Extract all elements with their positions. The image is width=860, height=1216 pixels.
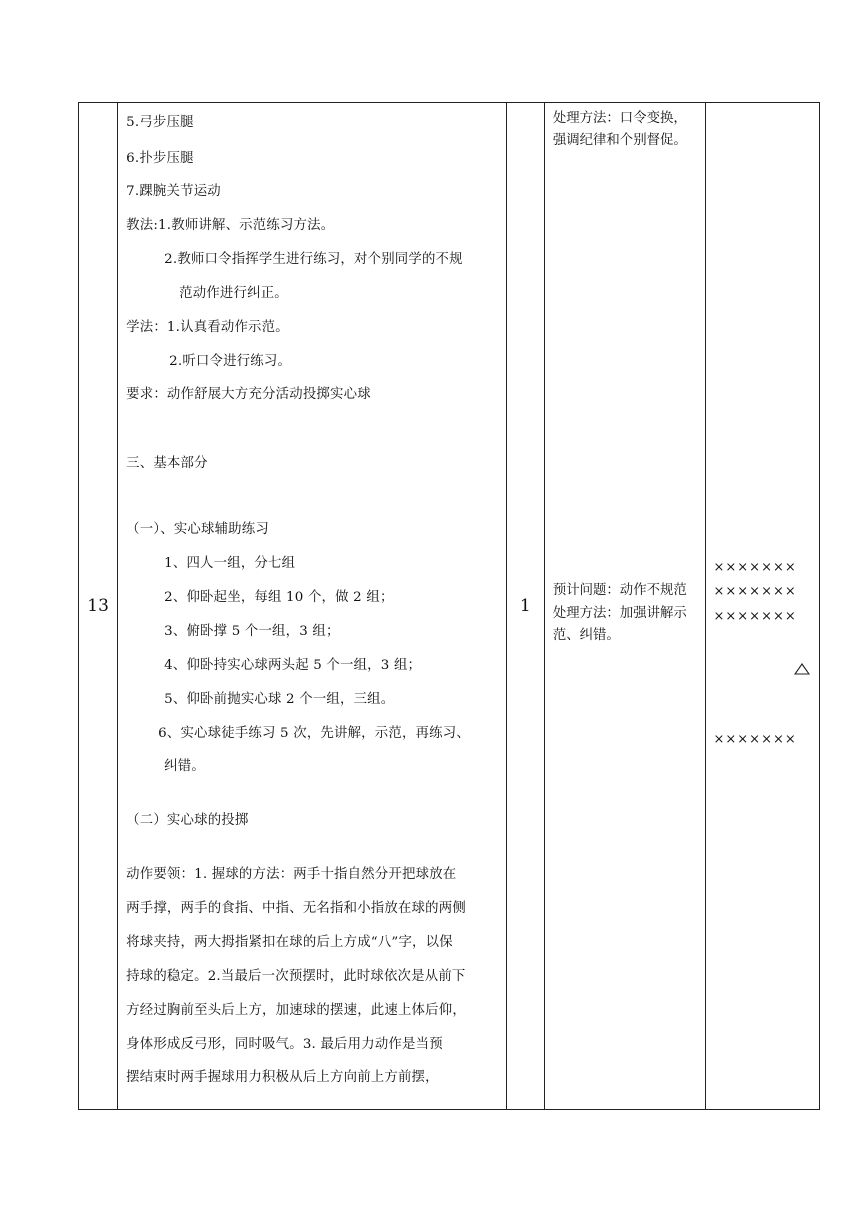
content-line: 持球的稳定。2.当最后一次预摆时，此时球依次是从前下 xyxy=(126,969,466,984)
content-line: 6.扑步压腿 xyxy=(126,151,194,166)
content-line: 4、仰卧持实心球两头起 5 个一组，3 组； xyxy=(164,658,422,673)
triangle-icon xyxy=(794,663,810,675)
content-line: 5.弓步压腿 xyxy=(126,115,194,130)
content-line: 动作要领：1. 握球的方法：两手十指自然分开把球放在 xyxy=(126,867,457,882)
content-line: 7.踝腕关节运动 xyxy=(126,184,221,199)
student-row: ××××××× xyxy=(713,560,797,575)
content-line: 学法：1.认真看动作示范。 xyxy=(126,320,289,335)
student-row: ××××××× xyxy=(713,732,797,747)
table-row xyxy=(79,103,820,1110)
subsection-heading: （一）、实心球辅助练习 xyxy=(126,522,269,537)
method-line: 预计问题：动作不规范 xyxy=(552,583,687,598)
content-line: 3、俯卧撑 5 个一组，3 组； xyxy=(164,624,340,639)
content-line: 身体形成反弓形，同时吸气。3. 最后用力动作是当预 xyxy=(126,1037,443,1052)
content-line: 将球夹持，两大拇指紧扣在球的后上方成“八”字，以保 xyxy=(126,935,453,950)
content-line: 5、仰卧前抛实心球 2 个一组，三组。 xyxy=(164,692,395,707)
time-cell: 13 xyxy=(79,103,118,1110)
method-line: 处理方法：加强讲解示 xyxy=(552,606,687,621)
content-line: 教法:1.教师讲解、示范练习方法。 xyxy=(126,218,335,233)
section-heading: 三、基本部分 xyxy=(126,456,208,471)
content-line: 两手撑，两手的食指、中指、无名指和小指放在球的两侧 xyxy=(126,901,466,916)
count-cell: 1 xyxy=(506,103,544,1110)
content-line: 方经过胸前至头后上方，加速球的摆速，此速上体后仰， xyxy=(126,1003,466,1018)
method-line: 处理方法：口令变换， xyxy=(552,111,687,126)
student-row: ××××××× xyxy=(713,584,797,599)
lesson-plan-table xyxy=(78,102,820,1110)
student-row: ××××××× xyxy=(713,609,797,624)
formation-cell xyxy=(705,103,820,1110)
method-line: 强调纪律和个别督促。 xyxy=(552,133,687,148)
content-line: 6、实心球徒手练习 5 次，先讲解，示范，再练习、 xyxy=(158,726,470,741)
method-line: 范、纠错。 xyxy=(552,628,620,643)
content-line: 1、四人一组，分七组 xyxy=(164,556,296,571)
subsection-heading: （二）实心球的投掷 xyxy=(126,813,249,828)
content-line: 2.教师口令指挥学生进行练习，对个别同学的不规 xyxy=(164,252,463,267)
content-line: 2.听口令进行练习。 xyxy=(169,354,292,369)
method-cell xyxy=(544,103,705,1110)
content-line: 要求：动作舒展大方充分活动投掷实心球 xyxy=(126,387,371,402)
content-cell xyxy=(118,103,507,1110)
content-line: 2、仰卧起坐，每组 10 个，做 2 组； xyxy=(164,590,394,605)
content-line: 摆结束时两手握球用力积极从后上方向前上方前摆， xyxy=(126,1070,439,1085)
content-line: 范动作进行纠正。 xyxy=(179,286,288,301)
content-line: 纠错。 xyxy=(164,759,205,774)
